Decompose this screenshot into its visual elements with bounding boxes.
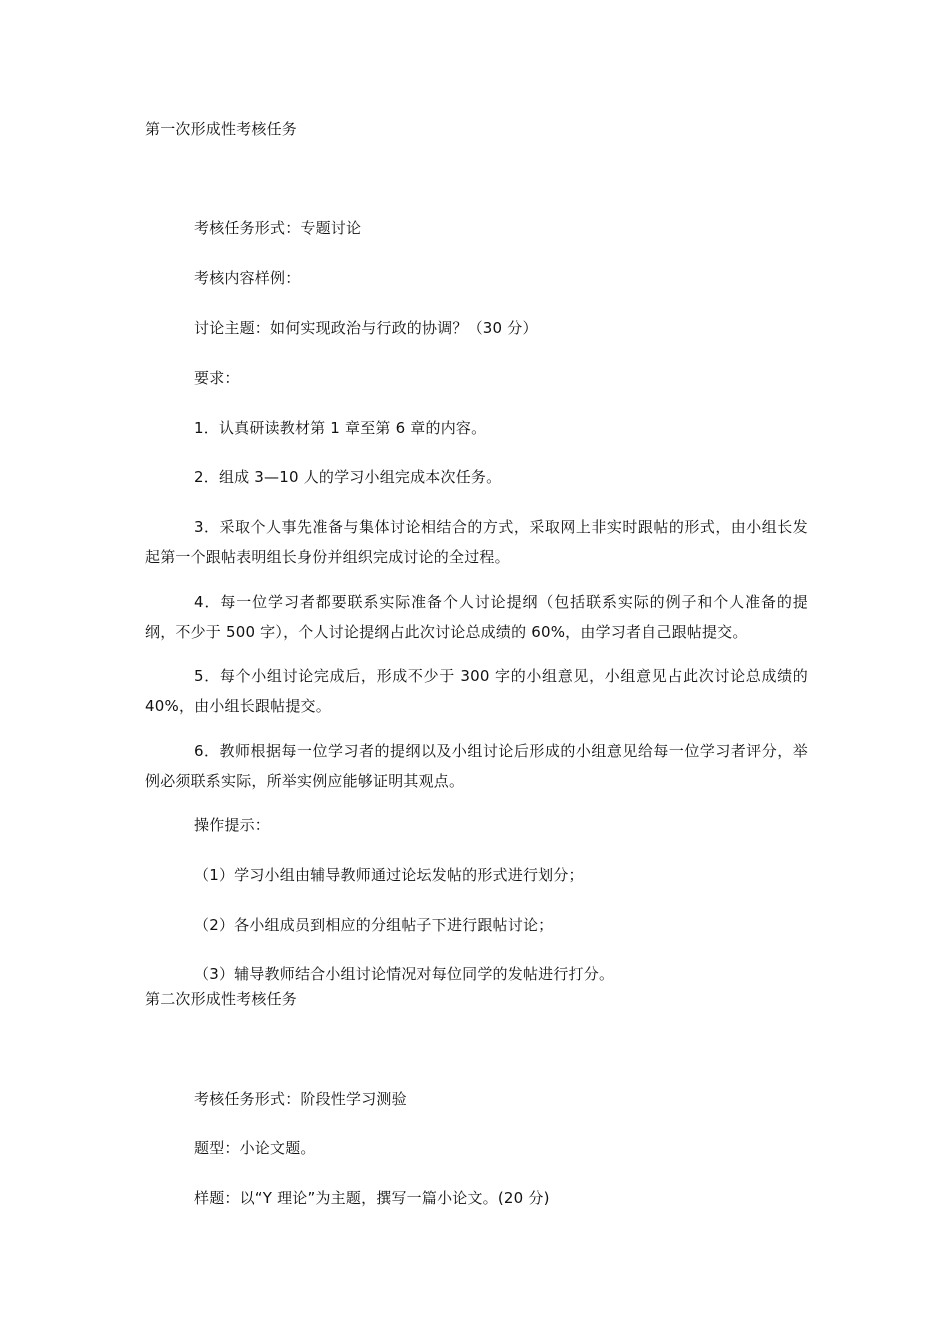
requirement-item: 2．组成 3—10 人的学习小组完成本次任务。 (194, 468, 502, 486)
section1-title: 第一次形成性考核任务 (145, 120, 298, 138)
tip-item: （1）学习小组由辅导教师通过论坛发帖的形式进行划分； (194, 866, 584, 884)
tip-item: （3）辅导教师结合小组讨论情况对每位同学的发帖进行打分。 (194, 965, 615, 983)
tip-item: （2）各小组成员到相应的分组帖子下进行跟帖讨论； (194, 916, 554, 934)
requirement-item: 1．认真研读教材第 1 章至第 6 章的内容。 (194, 419, 487, 437)
section1-tips-label: 操作提示： (194, 816, 271, 834)
section2-type: 题型：小论文题。 (194, 1139, 316, 1157)
requirement-item: 5．每个小组讨论完成后，形成不少于 300 字的小组意见，小组意见占此次讨论总成绩的 40%，由小组长跟帖提交。 (145, 667, 808, 715)
requirement-item: 3．采取个人事先准备与集体讨论相结合的方式，采取网上非实时跟帖的形式，由小组长发起第一个跟帖表明组长身份并组织完成讨论的全过程。 (145, 518, 808, 566)
section1-requirements-label: 要求： (194, 369, 240, 387)
section2-sample: 样题：以“Y 理论”为主题，撰写一篇小论文。(20 分) (194, 1189, 550, 1207)
requirement-item: 6．教师根据每一位学习者的提纲以及小组讨论后形成的小组意见给每一位学习者评分，举例必须联系实际，所举实例应能够证明其观点。 (145, 742, 808, 790)
section2-form: 考核任务形式：阶段性学习测验 (194, 1090, 407, 1108)
requirement-item: 4．每一位学习者都要联系实际准备个人讨论提纲（包括联系实际的例子和个人准备的提纲，不少于 500 字），个人讨论提纲占此次讨论总成绩的 60%，由学习者自己跟帖提交。 (145, 593, 808, 641)
section1-topic: 讨论主题：如何实现政治与行政的协调？（30 分） (194, 319, 538, 337)
section1-form: 考核任务形式：专题讨论 (194, 219, 362, 237)
section1-sample-label: 考核内容样例： (194, 269, 301, 287)
section2-title: 第二次形成性考核任务 (145, 990, 298, 1008)
